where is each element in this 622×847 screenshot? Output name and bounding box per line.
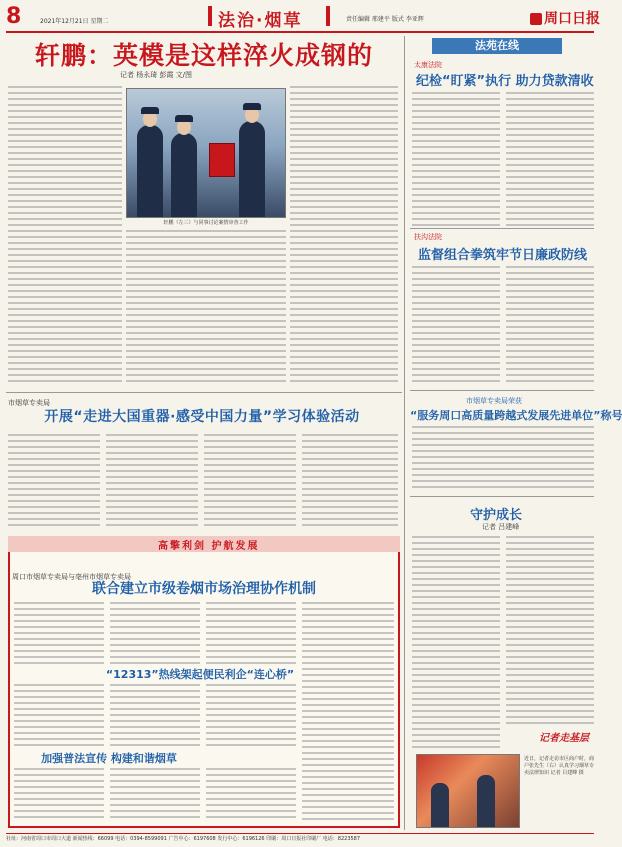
sidebar-rule-2 bbox=[410, 390, 594, 391]
sidebar-story4-body-a bbox=[412, 534, 500, 748]
sidebar-story1-body-b bbox=[506, 90, 594, 226]
sidebar-rule-1 bbox=[410, 228, 594, 229]
reporter-column-tag: 记者走基层 bbox=[539, 733, 589, 744]
lead-photo-caption: 轩鹏（左三）与同事讨论案情审查工作 bbox=[163, 220, 249, 226]
feature-body-5 bbox=[14, 682, 104, 746]
sidebar-story4-title[interactable]: 守护成长 bbox=[470, 508, 523, 523]
lead-headline[interactable]: 轩鹏：英模是这样淬火成钢的 bbox=[34, 41, 373, 70]
feature-body-2 bbox=[110, 600, 200, 664]
lead-photo bbox=[126, 88, 286, 218]
middle-story-headline[interactable]: 开展“走进大国重器·感受中国力量”学习体验活动 bbox=[44, 409, 360, 425]
lead-body-col1 bbox=[8, 84, 122, 386]
section-bar-left bbox=[208, 6, 212, 26]
figure-3-cap bbox=[243, 103, 261, 110]
feature-body-7 bbox=[206, 682, 296, 746]
feature-body-8 bbox=[14, 766, 104, 822]
editors-line: 责任编辑 邢建平 版式 李亚辉 bbox=[346, 16, 424, 23]
sidebar-rule-3 bbox=[410, 496, 594, 497]
sidebar-box-label: 法苑在线 bbox=[432, 38, 562, 54]
sidebar-story4-byline: 记者 吕建峰 bbox=[482, 523, 520, 531]
masthead-logo bbox=[530, 8, 600, 28]
sidebar-photo-caption bbox=[524, 756, 594, 777]
feature-headline[interactable]: 联合建立市级卷烟市场治理协作机制 bbox=[92, 581, 316, 597]
lead-byline: 记者 杨永琦 彭霞 文/图 bbox=[120, 71, 193, 79]
photo-person-1 bbox=[431, 783, 449, 827]
sidebar-story2-body-b bbox=[506, 264, 594, 384]
feature-body-10 bbox=[206, 766, 296, 822]
sidebar-story3-body bbox=[412, 424, 594, 488]
sidebar-story3-title[interactable]: “服务周口高质量跨越式发展先进单位”称号 bbox=[410, 409, 622, 422]
photo-person-2 bbox=[477, 775, 495, 827]
column-divider bbox=[404, 36, 405, 830]
figure-1 bbox=[137, 125, 163, 217]
figure-2 bbox=[171, 133, 197, 217]
logo-mark-icon bbox=[530, 13, 542, 25]
middle-body-1 bbox=[8, 432, 100, 528]
masthead-text: 周口日报 bbox=[544, 11, 600, 27]
feature-body-3 bbox=[206, 600, 296, 664]
lead-body-col1b bbox=[126, 228, 286, 386]
certificate bbox=[209, 143, 235, 177]
lead-body-col2 bbox=[290, 84, 398, 386]
issue-date: 2021年12月21日 星期二 bbox=[40, 18, 109, 25]
section-bar-right bbox=[326, 6, 330, 26]
figure-2-cap bbox=[175, 115, 193, 122]
feature-body-4 bbox=[302, 600, 394, 820]
feature-subtitle: 周口市烟草专卖局与亳州市烟草专卖局 bbox=[12, 573, 131, 581]
page-header bbox=[0, 0, 600, 34]
sidebar-story2-body-a bbox=[412, 264, 500, 384]
feature-body-1 bbox=[14, 600, 104, 664]
sidebar-story4-body-b bbox=[506, 534, 594, 724]
page-footer: 社址：河南省周口市周口大道 新闻热线：66099 电话：0394-8599091 广告中心：6197608 发行中心：6196126 印刷：周口日报社印刷厂 电话：8223587 bbox=[6, 836, 361, 842]
sidebar-story1-title[interactable]: 纪检“盯紧”执行 助力贷款清收 bbox=[416, 74, 594, 89]
feature-inner-headline-2[interactable]: 加强普法宣传 构建和谐烟草 bbox=[41, 752, 177, 765]
figure-3 bbox=[239, 121, 265, 217]
section-name: 法治·烟草 bbox=[218, 11, 303, 31]
sidebar-story2-title[interactable]: 监督组合拳筑牢节日廉政防线 bbox=[418, 248, 588, 263]
sidebar-photo bbox=[416, 754, 520, 828]
feature-inner-headline-1[interactable]: “12313”热线架起便民利企“连心桥” bbox=[105, 668, 295, 681]
sidebar-story1-tag: 太康法院 bbox=[414, 61, 442, 69]
sidebar-story2-tag: 扶沟法院 bbox=[414, 233, 442, 241]
figure-1-cap bbox=[141, 107, 159, 114]
feature-banner-text: 高擎利剑 护航发展 bbox=[158, 541, 260, 552]
middle-story-label: 市烟草专卖局 bbox=[8, 399, 50, 407]
sidebar-photo-caption-text: 近日，记者走访市区商户时，商户张先生（右）认真学习烟草专卖法律知识 bbox=[524, 756, 595, 776]
feature-banner bbox=[8, 536, 400, 552]
header-rule bbox=[6, 31, 594, 33]
middle-body-4 bbox=[302, 432, 398, 528]
sidebar-story1-body-a bbox=[412, 90, 500, 226]
middle-body-3 bbox=[204, 432, 296, 528]
feature-body-6 bbox=[110, 682, 200, 746]
footer-rule bbox=[6, 833, 594, 834]
sidebar-story3-tag: 市烟草专卖局荣获 bbox=[466, 397, 522, 405]
middle-rule-top bbox=[6, 392, 402, 393]
feature-body-9 bbox=[110, 766, 200, 822]
middle-body-2 bbox=[106, 432, 198, 528]
page-number: 8 bbox=[6, 4, 22, 29]
sidebar-photo-credit: 记者 吕建峰 摄 bbox=[550, 770, 584, 776]
